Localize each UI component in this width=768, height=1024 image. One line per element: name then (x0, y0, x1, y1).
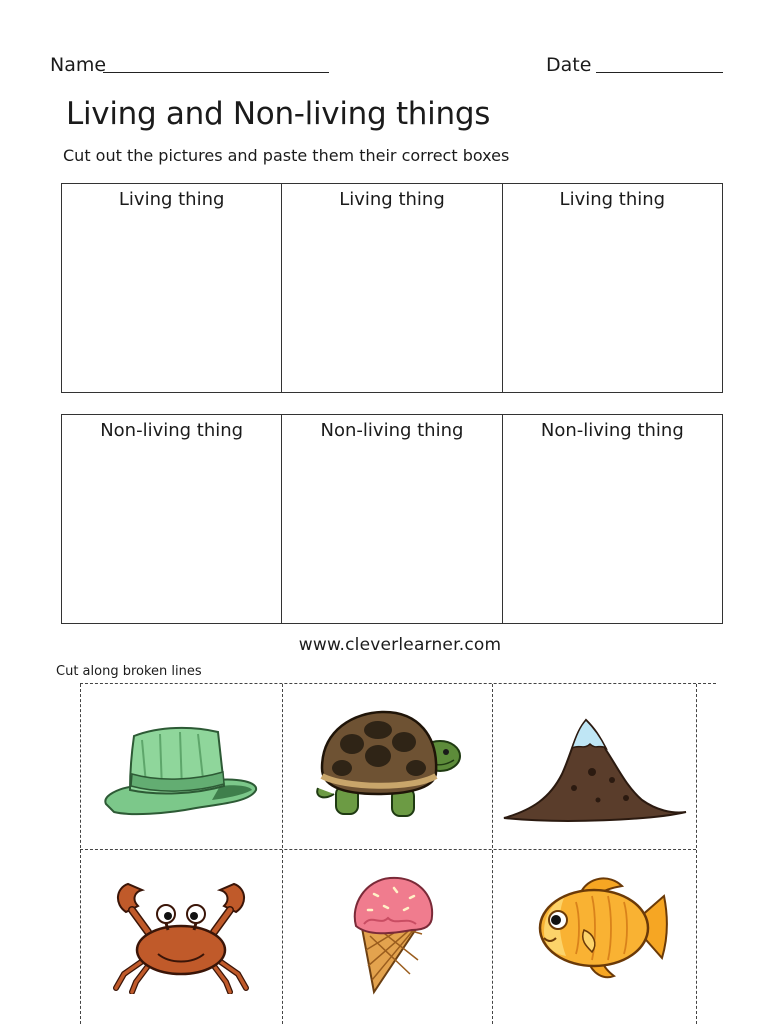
ice-cream-icon[interactable] (350, 874, 440, 996)
cut-line-top (80, 683, 716, 684)
living-box-label: Living thing (559, 189, 666, 210)
crab-icon[interactable] (108, 874, 254, 994)
cut-line-left (80, 684, 81, 1024)
name-label: Name (50, 54, 107, 76)
turtle-icon[interactable] (314, 708, 466, 823)
name-field-line[interactable] (103, 72, 329, 73)
fish-icon[interactable] (536, 872, 668, 982)
non-living-box-2[interactable] (282, 415, 502, 623)
non-living-box-3[interactable] (503, 415, 722, 623)
non-living-things-grid (61, 414, 723, 624)
non-living-box-label: Non-living thing (540, 420, 684, 441)
worksheet-title: Living and Non-living things (66, 96, 491, 132)
non-living-box-label: Non-living thing (320, 420, 464, 441)
hat-icon[interactable] (100, 720, 262, 820)
non-living-box-label: Non-living thing (100, 420, 244, 441)
living-box-3[interactable] (503, 184, 722, 392)
cut-line-middle (80, 849, 696, 850)
date-field-line[interactable] (596, 72, 723, 73)
living-box-2[interactable] (282, 184, 502, 392)
cut-instructions: Cut along broken lines (56, 664, 202, 679)
living-box-label: Living thing (118, 189, 225, 210)
living-things-grid (61, 183, 723, 393)
living-box-1[interactable] (62, 184, 282, 392)
cut-line-right (696, 684, 697, 1024)
instructions: Cut out the pictures and paste them their correct boxes (63, 146, 510, 165)
website-url: www.cleverlearner.com (298, 635, 502, 655)
date-label: Date (546, 54, 592, 76)
mountain-icon[interactable] (502, 714, 688, 826)
non-living-box-1[interactable] (62, 415, 282, 623)
cut-line-col-2 (492, 684, 493, 1024)
cut-line-col-1 (282, 684, 283, 1024)
living-box-label: Living thing (339, 189, 445, 210)
